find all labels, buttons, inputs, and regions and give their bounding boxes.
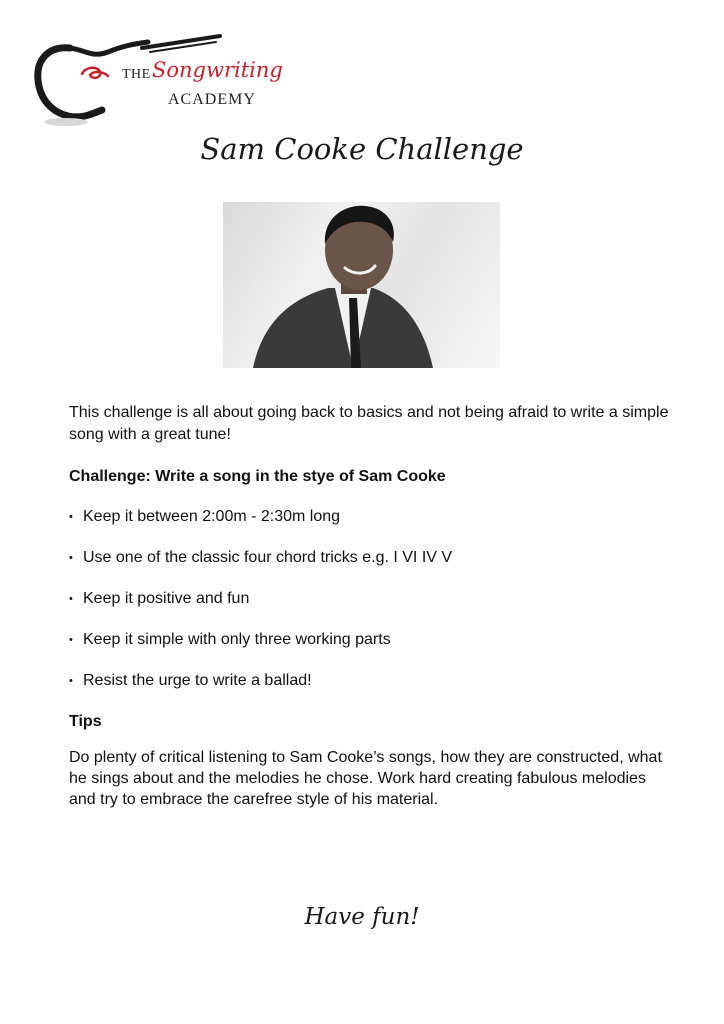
- bullet-icon: •: [69, 675, 73, 687]
- list-item: • Use one of the classic four chord tricks e.g. I VI IV V: [69, 547, 669, 569]
- bullet-icon: •: [69, 634, 73, 646]
- tips-paragraph: Do plenty of critical listening to Sam Cooke’s songs, how they are constructed, what he sings about and the melodies he chose. Work hard creating fabulous melodies and try to embrace the carefree style of his material.: [69, 749, 662, 808]
- list-item: • Keep it simple with only three working parts: [69, 629, 669, 651]
- list-item: • Resist the urge to write a ballad!: [69, 670, 669, 692]
- bullet-icon: •: [69, 552, 73, 564]
- list-item: • Keep it between 2:00m - 2:30m long: [69, 506, 669, 528]
- bullet-icon: •: [69, 511, 73, 523]
- bullet-icon: •: [69, 593, 73, 605]
- main-content: [69, 402, 669, 810]
- academy-logo: [30, 30, 283, 130]
- page-title: Sam Cooke Challenge: [200, 132, 524, 166]
- challenge-heading: Challenge: Write a song in the stye of Sam Cooke: [69, 468, 446, 485]
- logo-text-academy: ACADEMY: [168, 91, 256, 108]
- tips-heading: Tips: [69, 713, 102, 730]
- logo-text-the: THE: [122, 67, 151, 82]
- intro-paragraph: This challenge is all about going back to basics and not being afraid to write a simple song with a great tune!: [69, 404, 669, 443]
- list-item: • Keep it positive and fun: [69, 588, 669, 610]
- logo-text-songwriting: Songwriting: [152, 58, 283, 82]
- challenge-list: [69, 506, 669, 692]
- closing-text: Have fun!: [304, 904, 420, 930]
- portrait-photo: [223, 202, 500, 368]
